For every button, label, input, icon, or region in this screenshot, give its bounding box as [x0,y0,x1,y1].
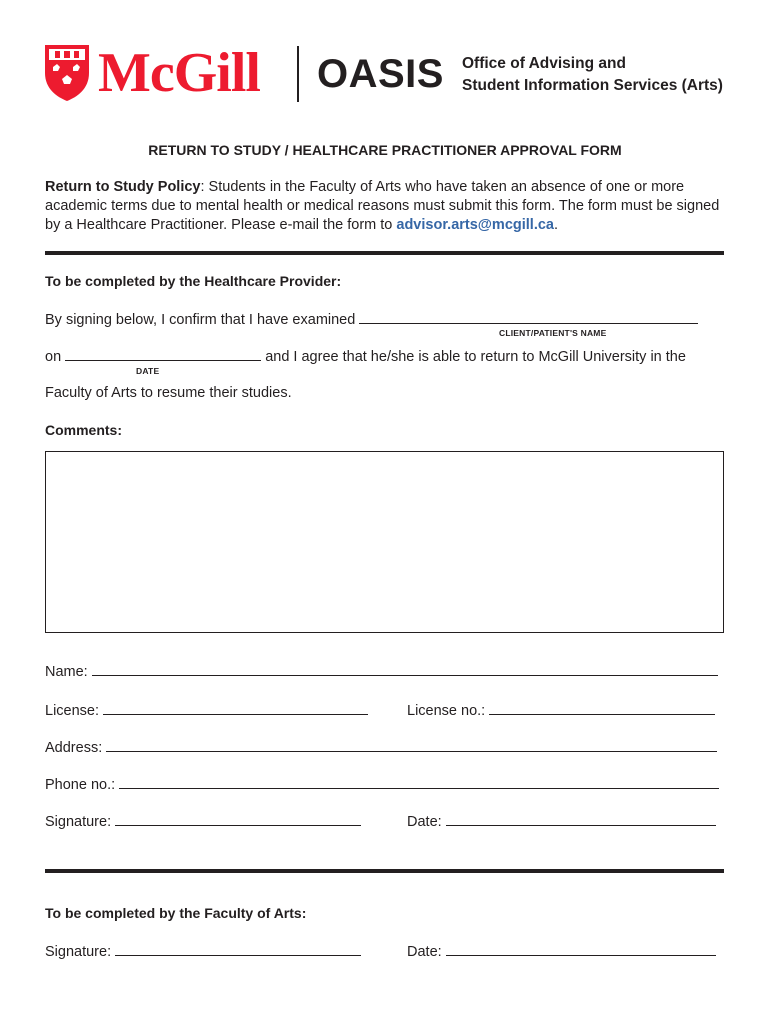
address-field[interactable] [106,737,717,752]
license-label: License: [45,703,100,719]
comments-box[interactable] [45,451,724,633]
exam-date-field[interactable] [65,346,261,361]
signature-label: Signature: [45,944,112,960]
date-label: Date: [407,814,442,830]
office-name-line2: Student Information Services (Arts) [462,77,723,94]
provider-heading: To be completed by the Healthcare Provider: [45,273,342,289]
client-name-field[interactable] [359,309,698,324]
on-label: on [45,349,62,365]
header-divider [297,46,299,102]
date-label: Date: [407,944,442,960]
license-no-field[interactable] [489,700,715,715]
client-name-caption: CLIENT/PATIENT'S NAME [499,328,607,338]
oasis-wordmark: OASIS [317,52,444,96]
license-field[interactable] [103,700,368,715]
policy-text: : Students in the Faculty of Arts who have taken an absence of one or more academic terms due to mental health or medical reasons must submit this form. The form must be signed by a Healthcare Practitioner. Please e-mail the form to [45,179,720,233]
mcgill-wordmark: McGill [98,42,260,104]
faculty-signature-row [45,941,361,962]
date-agree-line [45,346,686,367]
faculty-date-row [407,941,716,962]
section-divider [45,251,724,255]
faculty-heading: To be completed by the Faculty of Arts: [45,905,307,921]
address-row [45,737,717,758]
form-title: RETURN TO STUDY / HEALTHCARE PRACTITIONER APPROVAL FORM [148,142,622,158]
office-name [462,53,723,97]
resume-text: Faculty of Arts to resume their studies. [45,385,292,401]
name-field[interactable] [92,661,718,676]
signature-label: Signature: [45,814,112,830]
policy-end: . [554,217,559,233]
license-no-row [407,700,715,721]
provider-signature-row [45,811,361,832]
provider-date-row [407,811,716,832]
provider-signature-field[interactable] [115,811,361,826]
phone-label: Phone no.: [45,777,116,793]
policy-label: Return to Study Policy [45,179,201,195]
license-no-label: License no.: [407,703,486,719]
section-divider [45,869,724,873]
phone-row [45,774,719,795]
license-row [45,700,368,721]
phone-field[interactable] [119,774,719,789]
address-label: Address: [45,740,103,756]
date-caption: DATE [136,366,160,376]
agree-text: and I agree that he/she is able to return to McGill University in the [265,349,686,365]
faculty-signature-field[interactable] [115,941,361,956]
name-row [45,661,718,682]
confirm-text: By signing below, I confirm that I have examined [45,312,356,328]
name-label: Name: [45,664,88,680]
provider-date-field[interactable] [446,811,716,826]
office-name-line1: Office of Advising and [462,55,626,72]
email-link[interactable]: advisor.arts@mcgill.ca [396,217,554,233]
mcgill-crest-logo [43,43,91,103]
comments-label: Comments: [45,422,123,438]
confirm-line [45,309,698,330]
policy-paragraph [45,178,735,235]
faculty-date-field[interactable] [446,941,716,956]
